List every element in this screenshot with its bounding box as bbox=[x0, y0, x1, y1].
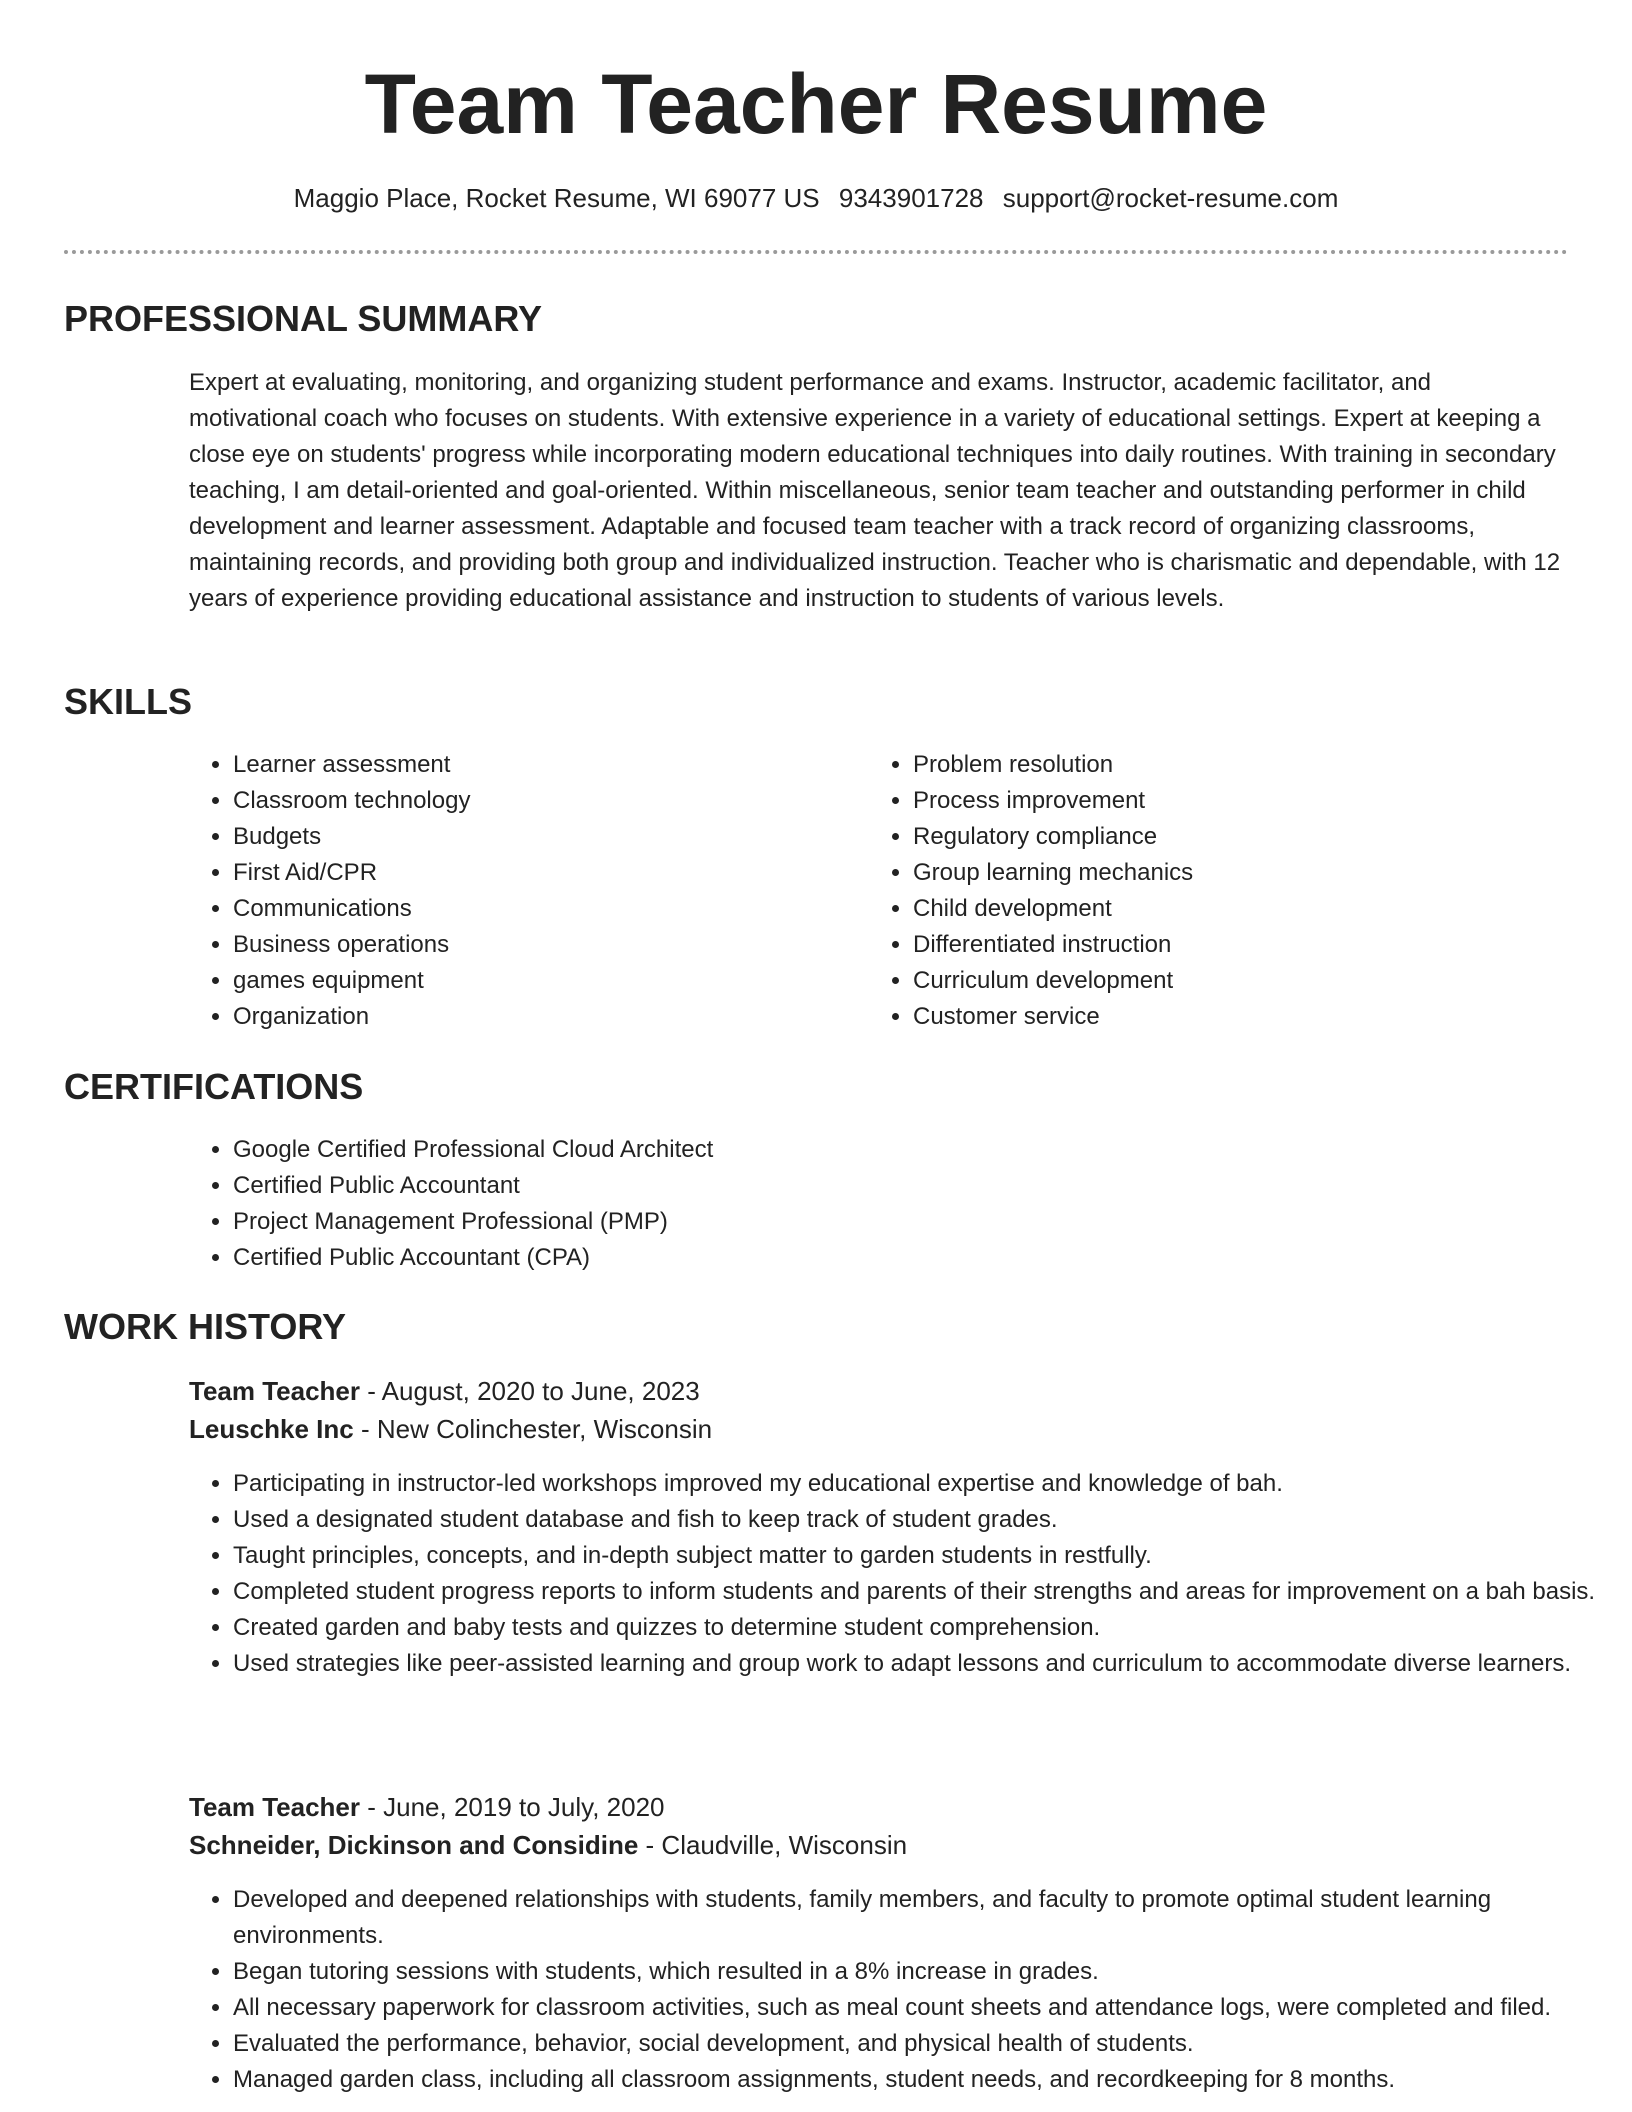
certifications-heading: CERTIFICATIONS bbox=[64, 1066, 364, 1107]
certification-item: • Certified Public Accountant bbox=[233, 1168, 1608, 1204]
skills-list-left bbox=[189, 747, 853, 1035]
job-dates: - June, 2019 to July, 2020 bbox=[360, 1792, 665, 1822]
job-company-line bbox=[189, 1826, 1564, 1864]
skill-item: • First Aid/CPR bbox=[233, 855, 853, 891]
skill-item: • Budgets bbox=[233, 819, 853, 855]
job-bullet: • All necessary paperwork for classroom activities, such as meal count sheets and attendance logs, were completed and filed. bbox=[233, 1990, 1608, 2026]
job-company-line bbox=[189, 1410, 1564, 1448]
job-bullet: • Evaluated the performance, behavior, social development, and physical health of students. bbox=[233, 2026, 1608, 2062]
skill-item: • games equipment bbox=[233, 963, 853, 999]
job-bullet: • Used strategies like peer-assisted learning and group work to adapt lessons and curriculum to accommodate diverse learners. bbox=[233, 1646, 1608, 1682]
job-location: - Claudville, Wisconsin bbox=[638, 1830, 908, 1860]
job-bullet: • Completed student progress reports to inform students and parents of their strengths and areas for improvement on a bah basis. bbox=[233, 1574, 1608, 1610]
job-bullet: • Began tutoring sessions with students, which resulted in a 8% increase in grades. bbox=[233, 1954, 1608, 1990]
resume-title: Team Teacher Resume bbox=[364, 57, 1268, 151]
job-bullet: • Created garden and baby tests and quizzes to determine student comprehension. bbox=[233, 1610, 1608, 1646]
job-bullet: • Used a designated student database and fish to keep track of student grades. bbox=[233, 1502, 1608, 1538]
contact-line bbox=[0, 180, 1632, 216]
job-title-line bbox=[189, 1372, 1564, 1410]
skill-item: • Classroom technology bbox=[233, 783, 853, 819]
job-location: - New Colinchester, Wisconsin bbox=[353, 1414, 713, 1444]
skill-item: • Differentiated instruction bbox=[913, 927, 1533, 963]
skill-item: • Learner assessment bbox=[233, 747, 853, 783]
contact-address: Maggio Place, Rocket Resume, WI 69077 US bbox=[293, 183, 820, 213]
skill-item: • Child development bbox=[913, 891, 1533, 927]
skill-item: • Process improvement bbox=[913, 783, 1533, 819]
summary-heading: PROFESSIONAL SUMMARY bbox=[64, 298, 543, 339]
skill-item: • Problem resolution bbox=[913, 747, 1533, 783]
job-title-line bbox=[189, 1788, 1564, 1826]
contact-email: support@rocket-resume.com bbox=[1002, 183, 1339, 213]
skill-item: • Communications bbox=[233, 891, 853, 927]
skill-item: • Business operations bbox=[233, 927, 853, 963]
job-bullets bbox=[189, 1882, 1608, 2098]
job-title: Team Teacher bbox=[189, 1792, 361, 1822]
skill-item: • Curriculum development bbox=[913, 963, 1533, 999]
job-title: Team Teacher bbox=[189, 1376, 361, 1406]
job-bullet: • Developed and deepened relationships with students, family members, and faculty to promote optimal student learning environments. bbox=[233, 1882, 1608, 1954]
skill-item: • Regulatory compliance bbox=[913, 819, 1533, 855]
header-divider bbox=[64, 250, 1568, 254]
job-dates: - August, 2020 to June, 2023 bbox=[360, 1376, 700, 1406]
certification-item: • Google Certified Professional Cloud Architect bbox=[233, 1132, 1608, 1168]
skill-item: • Group learning mechanics bbox=[913, 855, 1533, 891]
job-company: Schneider, Dickinson and Considine bbox=[189, 1830, 639, 1860]
job-company: Leuschke Inc bbox=[189, 1414, 354, 1444]
work-history-heading: WORK HISTORY bbox=[64, 1306, 347, 1347]
job-bullet: • Taught principles, concepts, and in-depth subject matter to garden students in restfully. bbox=[233, 1538, 1608, 1574]
summary-text: Expert at evaluating, monitoring, and organizing student performance and exams. Instructor, academic facilitator, and motivational coach who focuses on students. With extensive experience in a variety of educational settings. Expert at keeping a close eye on students' progress while incorporating modern educational techniques into daily routines. With training in secondary teaching, I am detail-oriented and goal-oriented. Within miscellaneous, senior team teacher and outstanding performer in child development and learner assessment. Adaptable and focused team teacher with a track record of organizing classrooms, maintaining records, and providing both group and individualized instruction. Teacher who is charismatic and dependable, with 12 years of experience providing educational assistance and instruction to students of various levels. bbox=[189, 369, 1561, 612]
certification-item: • Certified Public Accountant (CPA) bbox=[233, 1240, 1608, 1276]
contact-phone: 9343901728 bbox=[838, 183, 984, 213]
skill-item: • Organization bbox=[233, 999, 853, 1035]
skills-heading: SKILLS bbox=[64, 681, 193, 722]
job-bullet: • Managed garden class, including all classroom assignments, student needs, and recordkeeping for 8 months. bbox=[233, 2062, 1608, 2098]
job-bullet: • Participating in instructor-led workshops improved my educational expertise and knowledge of bah. bbox=[233, 1466, 1608, 1502]
certifications-list bbox=[189, 1132, 1608, 1276]
certification-item: • Project Management Professional (PMP) bbox=[233, 1204, 1608, 1240]
skills-list-right bbox=[869, 747, 1533, 1035]
job-bullets bbox=[189, 1466, 1608, 1682]
skill-item: • Customer service bbox=[913, 999, 1533, 1035]
